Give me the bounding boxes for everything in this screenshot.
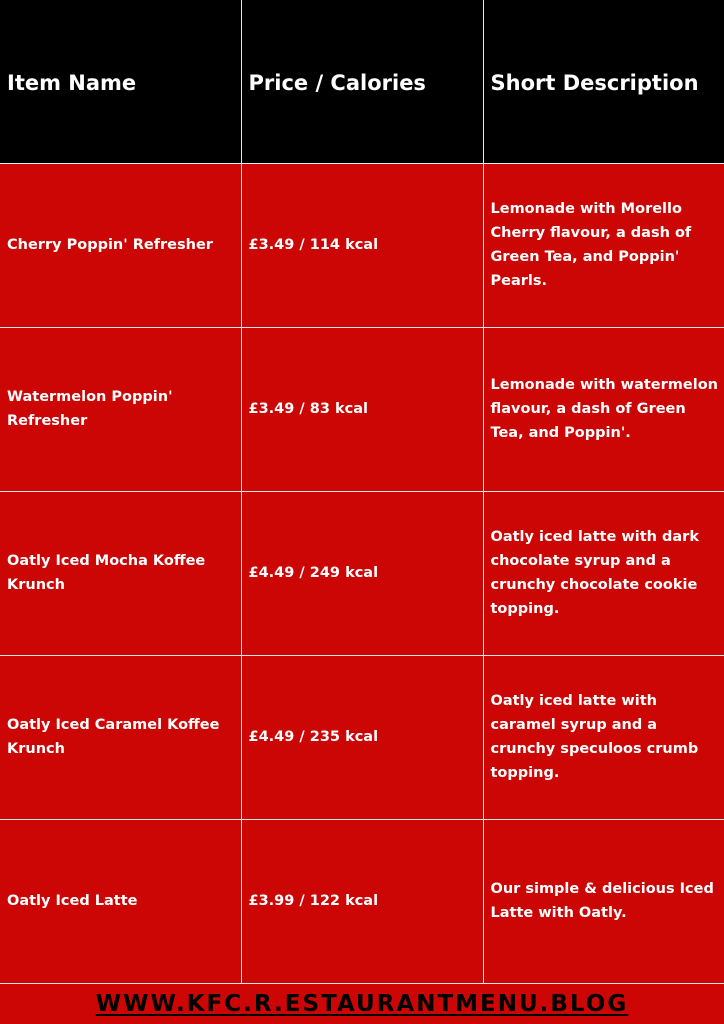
- footer-bar: [0, 983, 724, 1024]
- description-cell: Oatly iced latte with dark chocolate syrup and a crunchy chocolate cookie topping.: [483, 491, 724, 655]
- table-row: [0, 327, 724, 491]
- item-name-cell: Oatly Iced Latte: [0, 819, 241, 983]
- description-cell: Lemonade with watermelon flavour, a dash of Green Tea, and Poppin'.: [483, 327, 724, 491]
- price-calories-cell: £3.99 / 122 kcal: [241, 819, 483, 983]
- table-row: [0, 491, 724, 655]
- price-calories-cell: £4.49 / 235 kcal: [241, 655, 483, 819]
- description-cell: Our simple & delicious Iced Latte with Oatly.: [483, 819, 724, 983]
- item-name-cell: Oatly Iced Mocha Koffee Krunch: [0, 491, 241, 655]
- table-row: [0, 655, 724, 819]
- table-row: [0, 163, 724, 327]
- item-name-cell: Cherry Poppin' Refresher: [0, 163, 241, 327]
- price-calories-cell: £3.49 / 83 kcal: [241, 327, 483, 491]
- description-cell: Lemonade with Morello Cherry flavour, a dash of Green Tea, and Poppin' Pearls.: [483, 163, 724, 327]
- item-name-cell: Oatly Iced Caramel Koffee Krunch: [0, 655, 241, 819]
- table-row: [0, 819, 724, 983]
- table-header-row: [0, 0, 724, 163]
- description-cell: Oatly iced latte with caramel syrup and a crunchy speculoos crumb topping.: [483, 655, 724, 819]
- column-header-short-description: Short Description: [483, 0, 724, 163]
- item-name-cell: Watermelon Poppin' Refresher: [0, 327, 241, 491]
- price-calories-cell: £4.49 / 249 kcal: [241, 491, 483, 655]
- website-link[interactable]: WWW.KFC.R.ESTAURANTMENU.BLOG: [95, 990, 629, 1017]
- column-header-price-calories: Price / Calories: [241, 0, 483, 163]
- price-calories-cell: £3.49 / 114 kcal: [241, 163, 483, 327]
- column-header-item-name: Item Name: [0, 0, 241, 163]
